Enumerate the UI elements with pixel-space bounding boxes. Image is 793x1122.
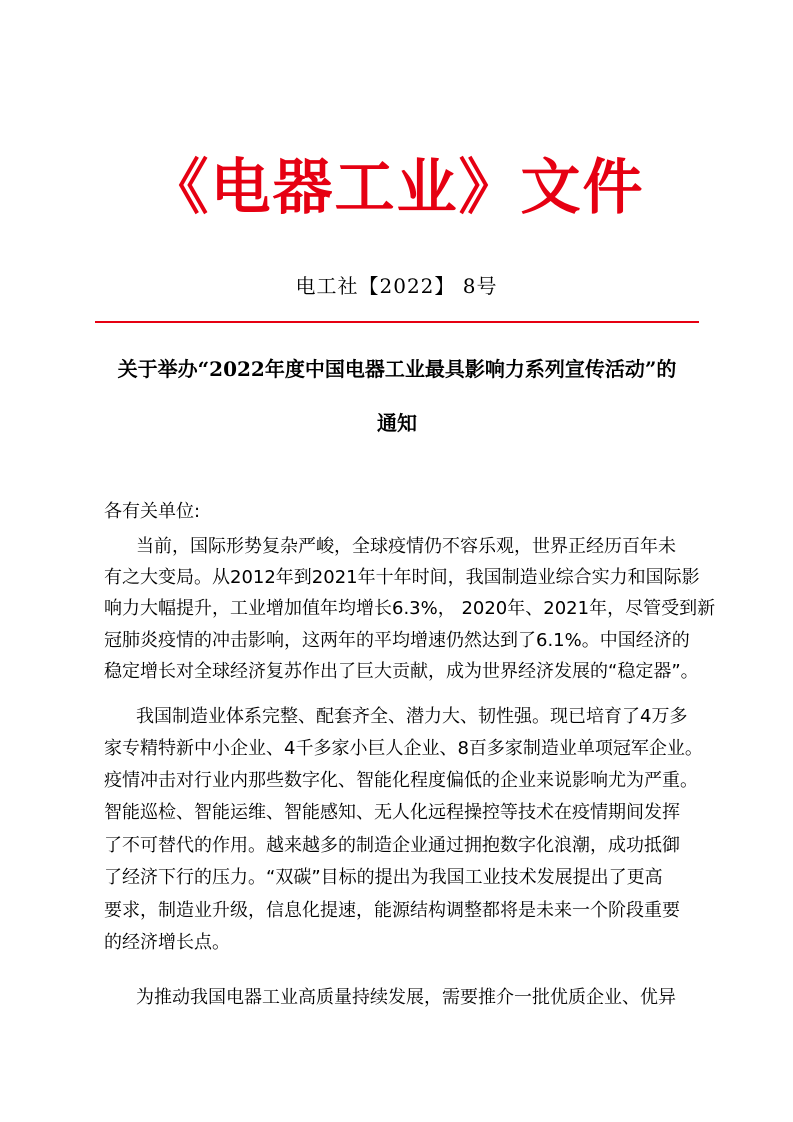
paragraph-2-line-5: 了不可替代的作用。越来越多的制造企业通过拥抱数字化浪潮，成功抵御 [104, 835, 680, 856]
paragraph-1-line-2: 有之大变局。从2012年到2021年十年时间，我国制造业综合实力和国际影 [104, 567, 700, 588]
paragraph-2-line-4: 智能巡检、智能运维、智能感知、无人化远程操控等技术在疫情期间发挥 [104, 802, 680, 823]
notice-title-line-1: 关于举办“2022年度中国电器工业最具影响力系列宣传活动”的 [117, 357, 677, 381]
masthead-title: 《电器工业》文件 [148, 153, 645, 223]
paragraph-1-line-4: 冠肺炎疫情的冲击影响，这两年的平均增速仍然达到了6.1%。中国经济的 [104, 630, 690, 651]
paragraph-2-line-7: 要求，制造业升级，信息化提速，能源结构调整都将是未来一个阶段重要 [104, 900, 680, 921]
red-divider-line [95, 321, 699, 323]
paragraph-2-line-6: 了经济下行的压力。“双碳”目标的提出为我国工业技术发展提出了更高 [104, 867, 663, 888]
paragraph-1-line-5: 稳定增长对全球经济复苏作出了巨大贡献，成为世界经济发展的“稳定器”。 [104, 661, 699, 682]
paragraph-2-line-1: 我国制造业体系完整、配套齐全、潜力大、韧性强。现已培育了4万多 [136, 706, 688, 727]
paragraph-1-line-1: 当前，国际形势复杂严峻，全球疫情仍不容乐观，世界正经历百年未 [136, 536, 676, 557]
salutation: 各有关单位: [104, 501, 201, 522]
notice-title-line-2: 通知 [377, 411, 417, 435]
paragraph-1-line-3: 响力大幅提升，工业增加值年均增长6.3%， 2020年、2021年，尽管受到新 [104, 598, 716, 619]
paragraph-3-line-1: 为推动我国电器工业高质量持续发展，需要推介一批优质企业、优异 [136, 987, 676, 1008]
paragraph-2-line-8: 的经济增长点。 [104, 932, 230, 953]
paragraph-2-line-3: 疫情冲击对行业内那些数字化、智能化程度偏低的企业来说影响尤为严重。 [104, 770, 698, 791]
paragraph-2-line-2: 家专精特新中小企业、4千多家小巨人企业、8百多家制造业单项冠军企业。 [104, 738, 703, 759]
document-number: 电工社【2022】 8号 [295, 274, 498, 298]
